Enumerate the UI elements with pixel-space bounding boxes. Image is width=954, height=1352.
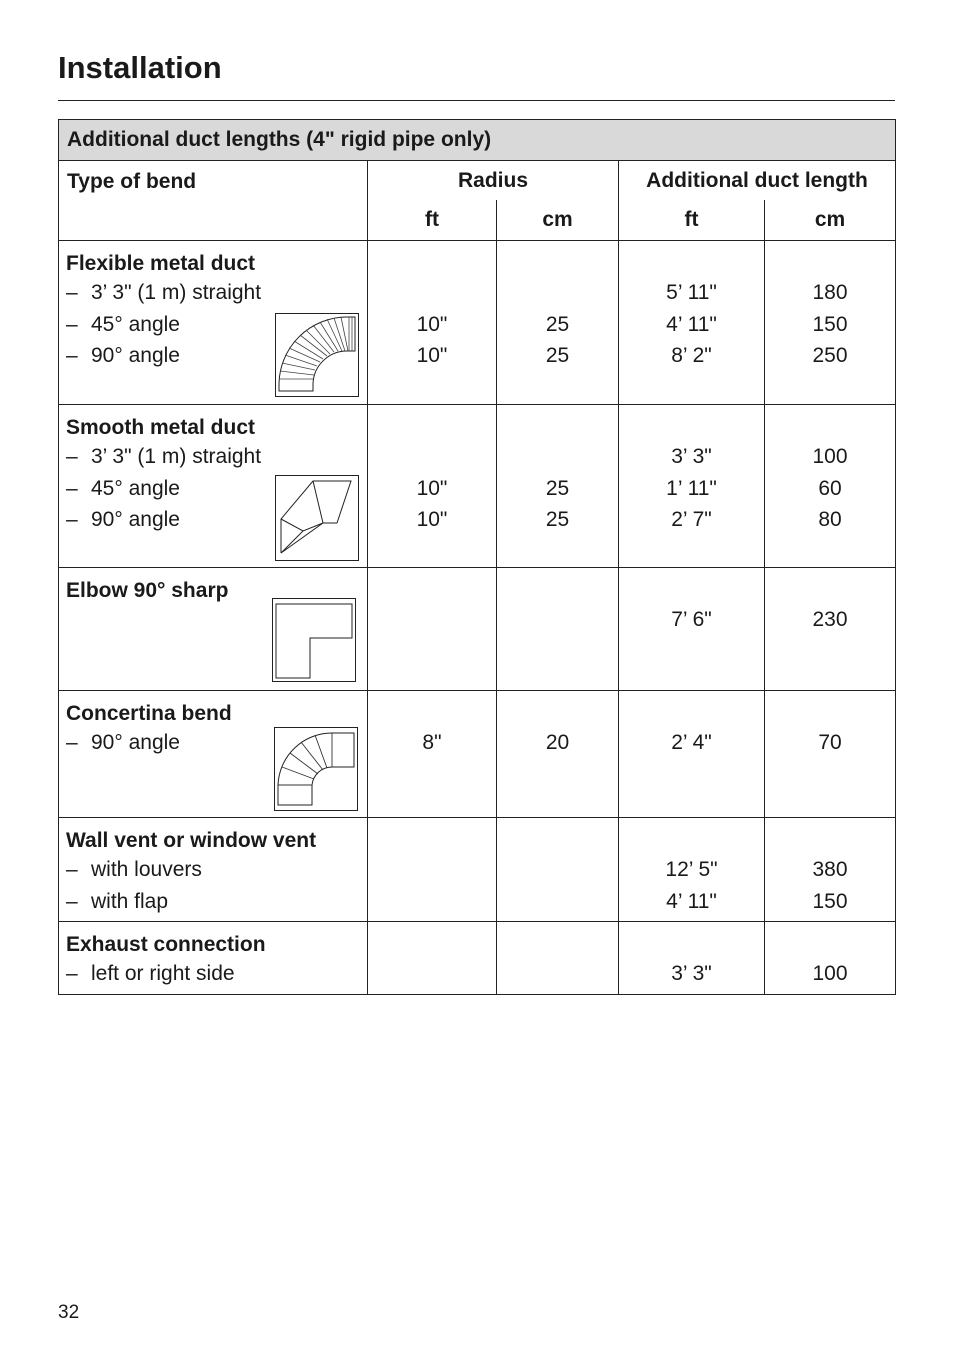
type-cell xyxy=(59,568,368,691)
list-item: – 3’ 3" (1 m) straight xyxy=(66,445,262,468)
row-title: Wall vent or window vent xyxy=(66,829,317,852)
additional-cm-cell: 230 xyxy=(765,568,896,691)
type-cell xyxy=(59,818,368,922)
additional-cm-cell: 380 150 xyxy=(765,818,896,922)
row-title: Exhaust connection xyxy=(66,933,266,956)
flexible-duct-bend-icon xyxy=(275,313,359,397)
additional-cm-header: cm xyxy=(765,200,896,241)
duct-length-table xyxy=(58,119,896,995)
list-item: – 90° angle xyxy=(66,508,180,532)
additional-cm-cell: 100 60 80 xyxy=(765,405,896,568)
additional-ft-cell: 5’ 11" 4’ 11" 8’ 2" xyxy=(619,241,765,405)
list-item: – with louvers xyxy=(66,858,202,881)
type-cell xyxy=(59,691,368,818)
table-row xyxy=(59,922,896,995)
table-caption-row xyxy=(59,120,896,161)
list-item: – 45° angle xyxy=(66,312,180,336)
radius-ft-cell xyxy=(368,818,497,922)
type-cell xyxy=(59,922,368,995)
additional-ft-cell: 7’ 6" xyxy=(619,568,765,691)
page-number: 32 xyxy=(58,1302,80,1323)
radius-cm-cell: 20 xyxy=(497,691,619,818)
table-header-row xyxy=(59,161,896,201)
table-row xyxy=(59,818,896,922)
type-cell xyxy=(59,405,368,568)
concertina-bend-icon xyxy=(274,727,358,811)
radius-cm-cell xyxy=(497,818,619,922)
additional-cm-cell: 180 150 250 xyxy=(765,241,896,405)
table-row xyxy=(59,241,896,405)
row-title: Smooth metal duct xyxy=(66,416,256,439)
additional-ft-cell: 3’ 3" 1’ 11" 2’ 7" xyxy=(619,405,765,568)
title-divider xyxy=(58,100,895,101)
list-item: – with flap xyxy=(66,889,169,913)
list-item: – 90° angle xyxy=(66,731,180,754)
row-title: Flexible metal duct xyxy=(66,252,256,275)
radius-header: Radius xyxy=(368,161,619,201)
list-item: – 45° angle xyxy=(66,476,180,500)
radius-cm-cell: 25 25 xyxy=(497,241,619,405)
sharp-elbow-icon xyxy=(272,598,356,682)
table-row xyxy=(59,691,896,818)
row-title: Elbow 90° sharp xyxy=(66,579,229,602)
smooth-duct-bend-icon xyxy=(275,475,359,561)
page-title: Installation xyxy=(58,50,222,85)
additional-ft-cell: 3’ 3" xyxy=(619,922,765,995)
table-caption: Additional duct lengths (4" rigid pipe only) xyxy=(59,120,896,161)
radius-ft-cell: 8" xyxy=(368,691,497,818)
radius-cm-cell xyxy=(497,568,619,691)
list-item: – left or right side xyxy=(66,962,235,985)
table-row xyxy=(59,568,896,691)
radius-cm-cell: 25 25 xyxy=(497,405,619,568)
radius-cm-header: cm xyxy=(497,200,619,241)
radius-ft-cell: 10" 10" xyxy=(368,405,497,568)
row-title: Concertina bend xyxy=(66,702,232,725)
additional-cm-cell: 100 xyxy=(765,922,896,995)
additional-ft-header: ft xyxy=(619,200,765,241)
additional-ft-cell: 12’ 5" 4’ 11" xyxy=(619,818,765,922)
type-of-bend-header: Type of bend xyxy=(59,161,368,241)
additional-cm-cell: 70 xyxy=(765,691,896,818)
list-item: – 90° angle xyxy=(66,344,180,368)
type-cell xyxy=(59,241,368,405)
radius-ft-cell: 10" 10" xyxy=(368,241,497,405)
radius-ft-header: ft xyxy=(368,200,497,241)
radius-ft-cell xyxy=(368,922,497,995)
table-row xyxy=(59,405,896,568)
radius-ft-cell xyxy=(368,568,497,691)
additional-ft-cell: 2’ 4" xyxy=(619,691,765,818)
radius-cm-cell xyxy=(497,922,619,995)
additional-length-header: Additional duct length xyxy=(619,161,896,201)
list-item: – 3’ 3" (1 m) straight xyxy=(66,281,262,304)
